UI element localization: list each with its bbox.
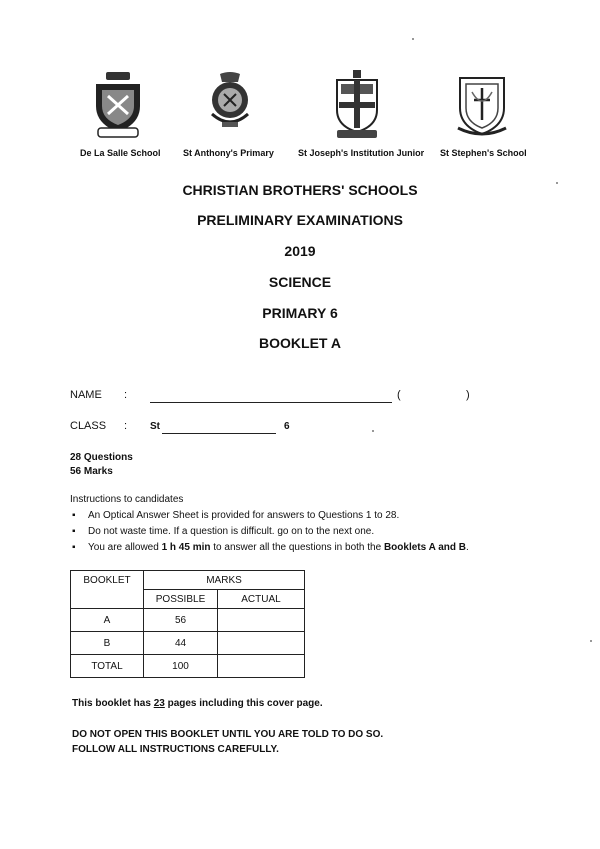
- row-booklet: A: [71, 609, 144, 632]
- instruction-text: An Optical Answer Sheet is provided for answers to Questions 1 to 28.: [88, 510, 400, 521]
- title-level: PRIMARY 6: [262, 305, 338, 321]
- class-suffix: 6: [284, 421, 290, 432]
- de-la-salle-crest-icon: [88, 70, 148, 140]
- class-colon: :: [124, 420, 128, 432]
- table-header-row: [71, 571, 305, 590]
- row-booklet: B: [71, 632, 144, 655]
- class-label: CLASS: [70, 420, 107, 432]
- marks-table: [70, 570, 305, 678]
- table-row: [71, 609, 305, 632]
- instruction-booklets: Booklets A and B: [383, 542, 466, 553]
- row-possible: 44: [144, 632, 218, 655]
- bullet-icon: ▪: [72, 510, 76, 521]
- page-count-number: 23: [153, 698, 165, 709]
- page-count-note: [72, 698, 323, 709]
- class-input-line[interactable]: [162, 433, 276, 434]
- bullet-icon: ▪: [72, 542, 76, 553]
- instruction-text-after: .: [465, 542, 469, 553]
- st-anthonys-crest-icon: [200, 70, 260, 140]
- instruction-item: [70, 540, 469, 556]
- title-year: 2019: [284, 243, 316, 259]
- scan-speck: [412, 38, 414, 40]
- register-close-paren: ): [466, 389, 470, 401]
- row-actual[interactable]: [218, 632, 305, 655]
- instructions-list: [70, 508, 469, 556]
- instruction-text-before: You are allowed: [88, 542, 162, 553]
- warning-follow-instructions: FOLLOW ALL INSTRUCTIONS CAREFULLY.: [72, 744, 279, 755]
- row-actual[interactable]: [218, 655, 305, 678]
- table-row: [71, 655, 305, 678]
- sji-junior-crest-icon: [327, 70, 387, 140]
- warning-do-not-open: DO NOT OPEN THIS BOOKLET UNTIL YOU ARE TOLD TO DO SO.: [72, 729, 384, 740]
- header-marks: MARKS: [144, 571, 305, 590]
- scan-speck: [556, 182, 558, 184]
- table-row: [71, 632, 305, 655]
- name-input-line[interactable]: [150, 402, 392, 403]
- school-name-st-anthonys: St Anthony's Primary: [183, 148, 274, 158]
- marks-count: 56 Marks: [70, 466, 113, 477]
- school-name-sji-junior: St Joseph's Institution Junior: [298, 148, 425, 158]
- row-booklet: TOTAL: [71, 655, 144, 678]
- school-name-de-la-salle: De La Salle School: [80, 148, 161, 158]
- row-possible: 56: [144, 609, 218, 632]
- title-exam: PRELIMINARY EXAMINATIONS: [197, 212, 403, 228]
- header-possible: POSSIBLE: [144, 590, 218, 609]
- class-prefix: St: [150, 421, 160, 432]
- instruction-text-mid: to answer all the questions in both the: [210, 542, 384, 553]
- row-possible: 100: [144, 655, 218, 678]
- title-booklet: BOOKLET A: [259, 335, 341, 351]
- scan-speck: [590, 640, 592, 642]
- header-actual: ACTUAL: [218, 590, 305, 609]
- name-label: NAME: [70, 389, 102, 401]
- page-count-before: This booklet has: [72, 698, 154, 709]
- title-subject: SCIENCE: [268, 274, 332, 290]
- question-count: 28 Questions: [70, 452, 133, 463]
- title-schools: CHRISTIAN BROTHERS' SCHOOLS: [182, 182, 418, 198]
- header-booklet: BOOKLET: [71, 571, 144, 609]
- instruction-item: [70, 524, 469, 540]
- instructions-heading: Instructions to candidates: [70, 494, 184, 505]
- name-colon: :: [124, 389, 128, 401]
- page-count-after: pages including this cover page.: [164, 698, 323, 709]
- st-stephens-crest-icon: [452, 70, 512, 140]
- instruction-item: [70, 508, 469, 524]
- instruction-duration: 1 h 45 min: [161, 542, 211, 553]
- instruction-text: Do not waste time. If a question is difficult. go on to the next one.: [88, 526, 375, 537]
- school-name-st-stephens: St Stephen's School: [440, 148, 527, 158]
- row-actual[interactable]: [218, 609, 305, 632]
- scan-speck: [372, 430, 374, 432]
- register-open-paren: (: [397, 389, 401, 401]
- bullet-icon: ▪: [72, 526, 76, 537]
